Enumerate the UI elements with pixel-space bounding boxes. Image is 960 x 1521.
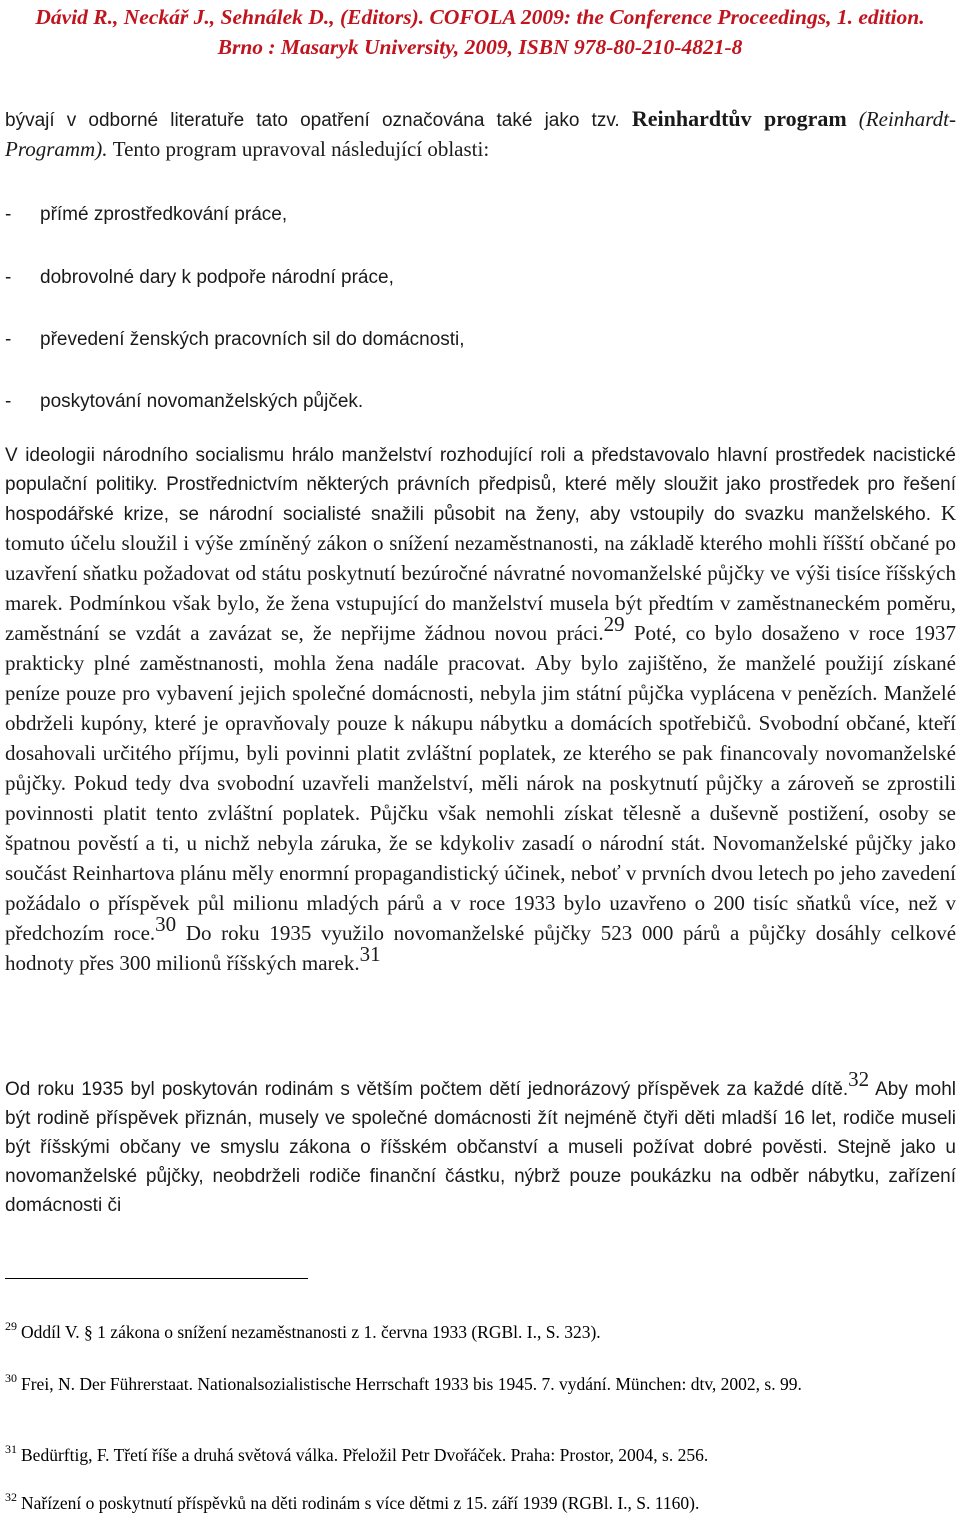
sentence: Aby mohl být rodině příspěvek přiznán, musely ve společné domácnosti žít nejméně čtyři děti mladší 16 let, rodiče museli být říšskými občany ve smyslu zákona o říšském občanství a museli požívat dobré pověsti. (5, 1079, 956, 1158)
footnote-separator (5, 1278, 308, 1279)
list-dash: - (5, 329, 12, 350)
list-item-text: přímé zprostředkování práce, (40, 204, 288, 225)
footnote-text: Nařízení o poskytnutí příspěvků na děti rodinám s více dětmi z 15. září 1939 (RGBl. I., S. 1160). (21, 1493, 700, 1513)
body-paragraph-1 (5, 441, 956, 979)
intro-text: bývají v odborné literatuře tato opatření označována také jako tzv. (5, 110, 620, 131)
sentence: Novomanželské půjčky jako součást Reinhartova plánu měly enormní propagandistický účinek, neboť v prvních dvou letech po jeho zavedení požádalo o příspěvek půl milionu mladých párů a v roce 1933 bylo uzavřeno o 200 tisíc sňatků více, než v předchozím roce. (5, 831, 956, 945)
sentence: Aby bylo zajištěno, že manželé použijí získané peníze pouze pro vybavení jejich společné domácnosti, nebyla jim státní půjčka vyplácena v penězích. (5, 651, 956, 705)
footnote-ref-30[interactable]: 30 (155, 912, 177, 936)
footnote-number: 29 (5, 1319, 17, 1333)
sentence: Půjčku však nemohli získat tělesně a duševně postižení, osoby se špatnou pověstí a ti, u nichž nebyla záruka, že se kdykoliv zasadí o národní stát. (5, 801, 957, 855)
list-dash: - (5, 391, 12, 412)
sentence: Svobodní občané, kteří dosahovali určitého příjmu, byli povinni platit zvláštní poplatek, ze kterého se pak financovaly novomanželské půjčky. (5, 711, 956, 795)
footnote-text: Frei, N. Der Führerstaat. Nationalsozialistische Herrschaft 1933 bis 1945. 7. vydání. München: dtv, 2002, s. 99. (21, 1374, 802, 1394)
reinhardt-program-german: (Reinhardt-Programm). (5, 107, 956, 161)
footnote-31 (5, 1442, 956, 1468)
sentence: Podmínkou však bylo, že žena vstupující do manželství musela být předtím v zaměstnaneckém poměru, zaměstnání se vzdát a zavázat se, že nepřijme žádnou novou práci. (5, 591, 957, 645)
sentence: Do roku 1935 využilo novomanželské půjčky 523 000 párů a půjčky dosáhly celkové hodnoty přes 300 milionů říšských marek. (5, 921, 957, 975)
intro-paragraph (5, 104, 956, 165)
list-item-text: dobrovolné dary k podpoře národní práce, (40, 267, 394, 288)
list-item (5, 263, 394, 292)
list-item-text: poskytování novomanželských půjček. (40, 391, 364, 412)
list-item (5, 387, 363, 416)
footnote-number: 31 (5, 1442, 17, 1456)
footnote-29 (5, 1319, 956, 1345)
body-paragraph-2 (5, 1067, 957, 1220)
sentence: Od roku 1935 byl poskytován rodinám s větším počtem dětí jednorázový příspěvek za každé dítě. (5, 1079, 849, 1100)
page-header (0, 2, 960, 62)
list-item (5, 325, 465, 354)
header-line-1: Dávid R., Neckář J., Sehnálek D., (Editors). COFOLA 2009: the Conference Proceedings, 1. edition. (35, 5, 925, 29)
intro-text-continued: Tento program upravoval následující oblasti: (112, 137, 490, 161)
footnote-ref-32[interactable]: 32 (848, 1067, 870, 1091)
sentence: Stejně jako u novomanželské půjčky, neobdrželi rodiče finanční částku, nýbrž pouze poukázku na odběr nábytku, zařízení domácnosti či (5, 1137, 957, 1216)
list-dash: - (5, 204, 12, 225)
list-item-text: převedení ženských pracovních sil do domácnosti, (40, 329, 465, 350)
footnote-32 (5, 1490, 956, 1516)
footnote-text: Oddíl V. § 1 zákona o snížení nezaměstnanosti z 1. června 1933 (RGBl. I., S. 323). (21, 1322, 601, 1342)
header-line-2: Brno : Masaryk University, 2009, ISBN 978-80-210-4821-8 (217, 35, 743, 59)
list-item (5, 200, 287, 229)
sentence: Poté, co bylo dosaženo v roce 1937 prakticky plné zaměstnanosti, mohla žena nadále pracovat. (5, 621, 957, 675)
footnote-30 (5, 1371, 956, 1397)
sentence: Pokud tedy dva svobodní uzavřeli manželství, měli nárok na poskytnutí půjčky a zároveň se zprostili povinnosti platit tento zvláštní poplatek. (5, 771, 956, 825)
sentence: K tomuto účelu sloužil i výše zmíněný zákon o snížení nezaměstnanosti, na základě kterého mohli říšští občané po uzavření sňatku požadovat od státu poskytnutí bezúročné návratné novomanželské půjčky ve výši tisíce říšských marek. (5, 501, 957, 615)
sentence: Manželé obdrželi kupóny, které je opravňovaly pouze k nákupu nábytku a domácích spotřebičů. (5, 681, 957, 735)
footnote-number: 30 (5, 1371, 17, 1385)
footnote-number: 32 (5, 1490, 17, 1504)
sentence: Prostřednictvím některých právních předpisů, které měly sloužit jako prostředek pro řešení hospodářské krize, se národní socialisté snažili působit na ženy, aby vstoupily do svazku manželského. (5, 474, 957, 525)
footnote-text: Bedürftig, F. Třetí říše a druhá světová válka. Přeložil Petr Dvořáček. Praha: Prostor, 2004, s. 256. (21, 1445, 709, 1465)
sentence: V ideologii národního socialismu hrálo manželství rozhodující roli a představovalo hlavní prostředek nacistické populační politiky. (5, 445, 956, 495)
list-dash: - (5, 267, 12, 288)
footnote-ref-31[interactable]: 31 (359, 942, 381, 966)
reinhardt-program-term: Reinhardtův program (631, 106, 847, 131)
footnote-ref-29[interactable]: 29 (603, 612, 625, 636)
